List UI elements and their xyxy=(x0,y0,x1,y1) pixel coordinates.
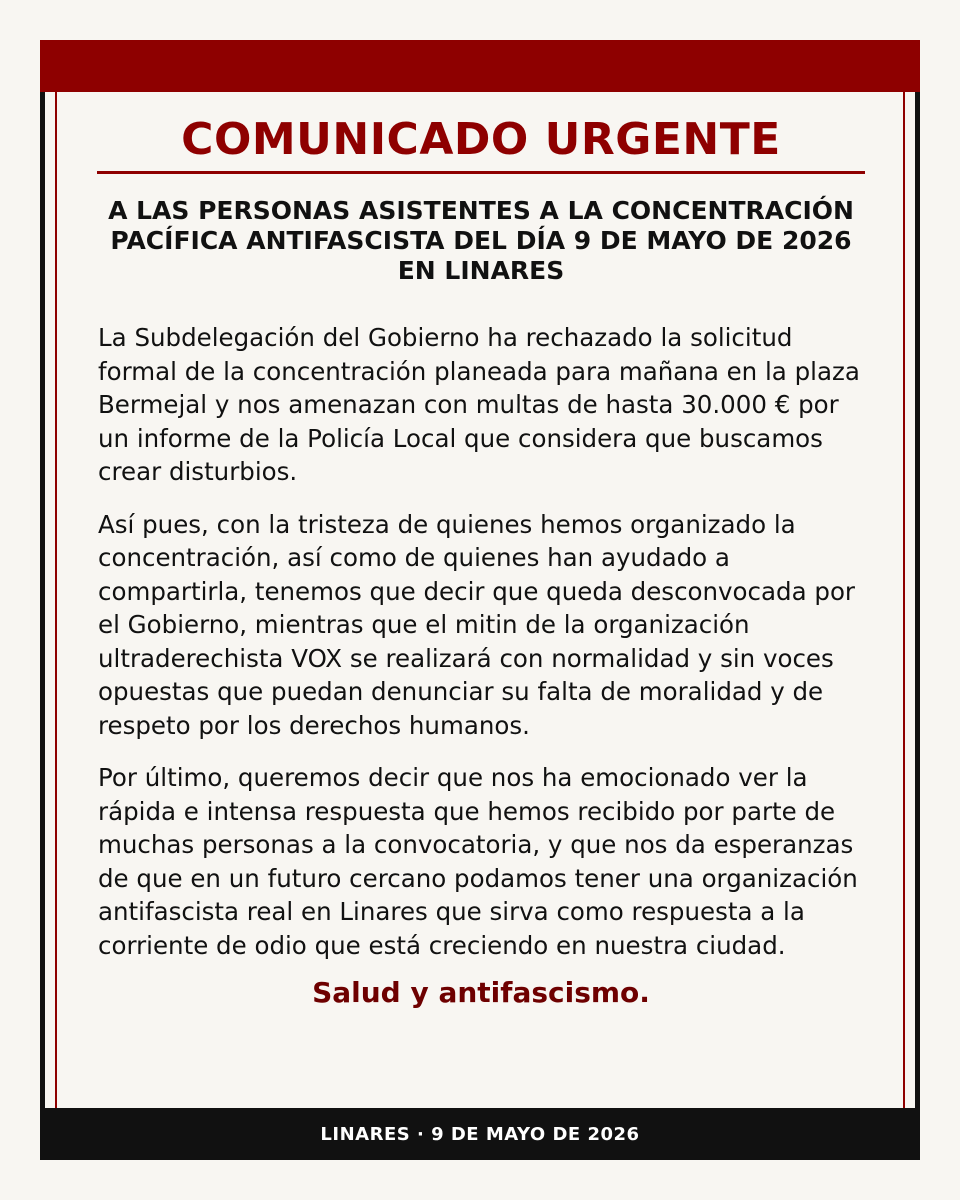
footer-band xyxy=(40,1108,920,1160)
title-underline xyxy=(97,171,865,174)
footer-text: LINARES · 9 DE MAYO DE 2026 xyxy=(320,1123,640,1145)
notice-body xyxy=(93,321,869,962)
body-paragraph: Así pues, con la tristeza de quienes hemos organizado la concentración, así como de quienes han ayudado a compartirla, tenemos que decir que queda desconvocada por el Gobierno, mientras que el mitin de la organización ultraderechista VOX se realizará con normalidad y sin voces opuestas que puedan denunciar su falta de moralidad y de respeto por los derechos humanos. xyxy=(98,509,855,740)
notice-poster xyxy=(40,40,920,1160)
notice-title: COMUNICADO URGENTE xyxy=(181,114,781,165)
right-inner-rule xyxy=(903,92,905,1108)
left-inner-rule xyxy=(55,92,57,1108)
body-paragraph: Por último, queremos decir que nos ha emocionado ver la rápida e intensa respuesta que hemos recibido por parte de muchas personas a la convocatoria, y que nos da esperanzas de que en un futuro cercano podamos tener una organización antifascista real en Linares que sirva como respuesta a la corriente de odio que está creciendo en nuestra ciudad. xyxy=(98,763,858,960)
notice-subtitle: A LAS PERSONAS ASISTENTES A LA CONCENTRACIÓN PACÍFICA ANTIFASCISTA DEL DÍA 9 DE MAYO DE 2026 EN LINARES xyxy=(108,196,854,285)
notice-content xyxy=(93,92,869,1011)
top-color-band xyxy=(40,40,920,92)
closing-salutation: Salud y antifascismo. xyxy=(312,976,650,1009)
body-paragraph: La Subdelegación del Gobierno ha rechazado la solicitud formal de la concentración planeada para mañana en la plaza Bermejal y nos amenazan con multas de hasta 30.000 € por un informe de la Policía Local que considera que buscamos crear disturbios. xyxy=(98,323,860,486)
